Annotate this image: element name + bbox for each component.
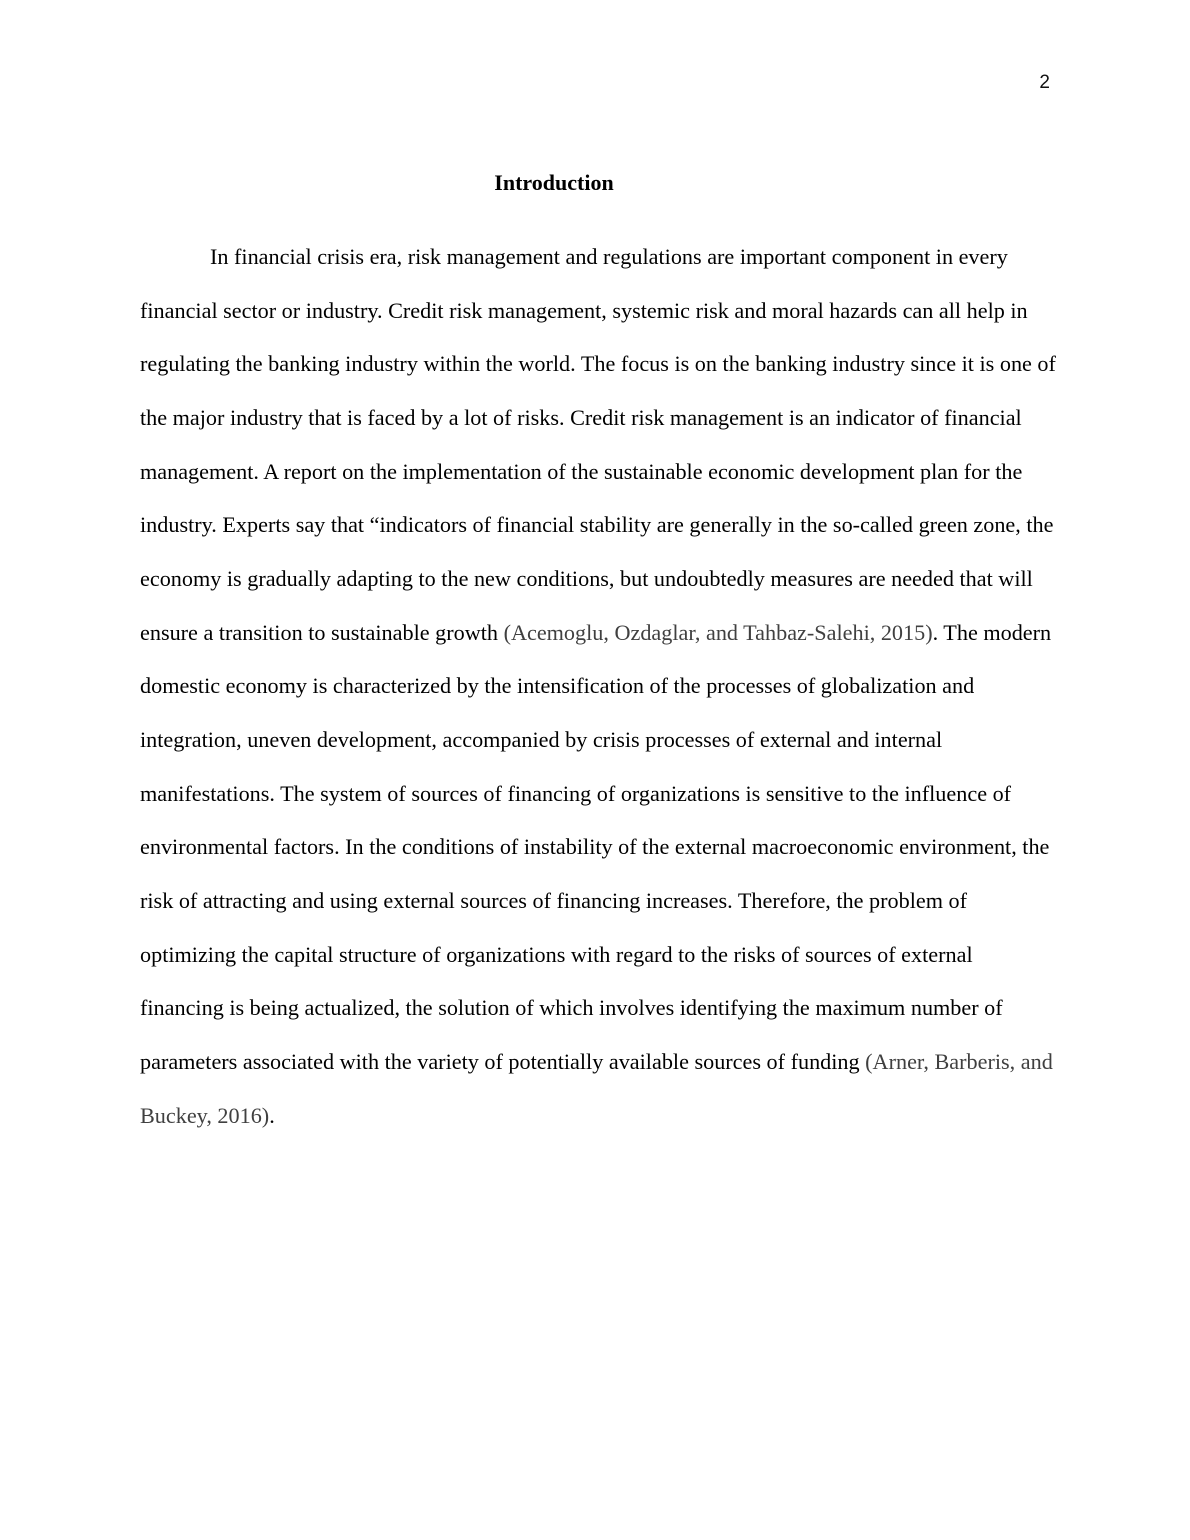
paragraph-text-part-1: In financial crisis era, risk management and regulations are important component in every financial sector or industry. Credit risk management, systemic risk and moral hazards can all help in regulating the banking industry within the world. The focus is on the banking industry since it is one of the major industry that is faced by a lot of risks. Credit risk management is an indicator of financial management. A report on the implementation of the sustainable economic development plan for the industry. Experts say that “indicators of financial stability are generally in the so-called green zone, the economy is gradually adapting to the new conditions, but undoubtedly measures are needed that will ensure a transition to sustainable growth xyxy=(140,244,1056,645)
citation-acemoglu: (Acemoglu, Ozdaglar, and Tahbaz-Salehi, 2015) xyxy=(503,619,933,645)
paragraph-text-part-3: . xyxy=(269,1102,275,1128)
paragraph-text-part-2: . The modern domestic economy is characterized by the intensification of the processes of globalization and integration, uneven development, accompanied by crisis processes of external and internal manifestations. The system of sources of financing of organizations is sensitive to the influence of environmental factors. In the conditions of instability of the external macroeconomic environment, the risk of attracting and using external sources of financing increases. Therefore, the problem of optimizing the capital structure of organizations with regard to the risks of sources of external financing is being actualized, the solution of which involves identifying the maximum number of parameters associated with the variety of potentially available sources of funding xyxy=(140,619,1052,1074)
body-paragraph xyxy=(140,230,1060,1142)
section-heading: Introduction xyxy=(494,170,614,195)
citation-arner: (Arner, Barberis, and Buckey, 2016) xyxy=(140,1048,1053,1128)
page-number: 2 xyxy=(1039,72,1050,93)
